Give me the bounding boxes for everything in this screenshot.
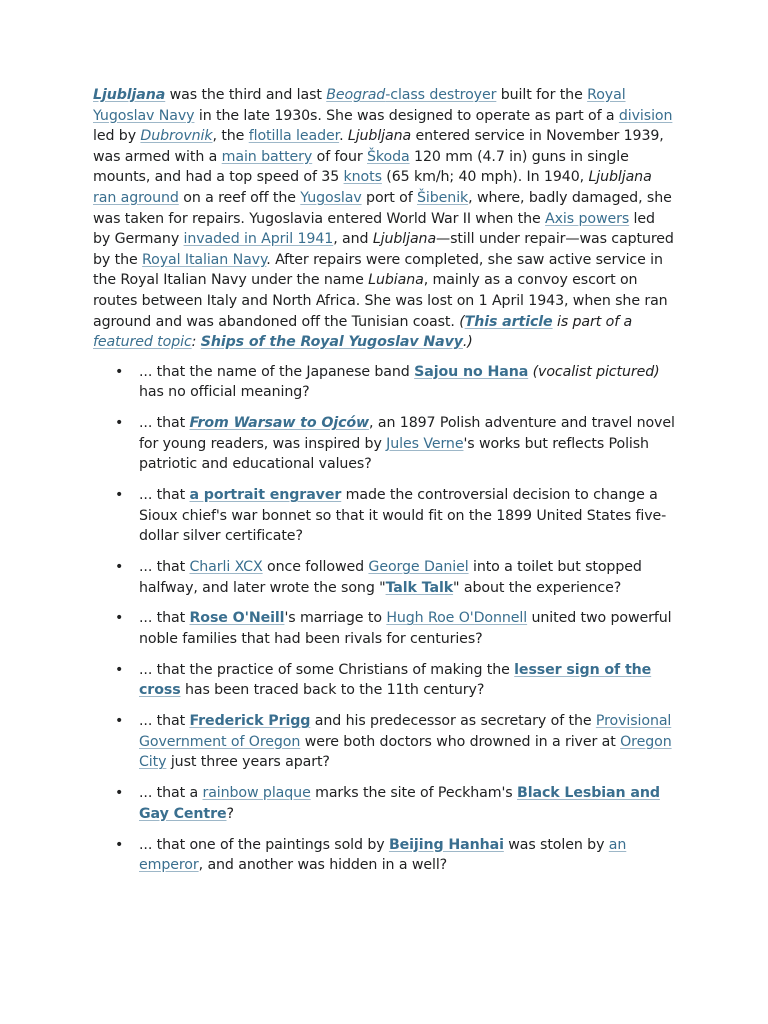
text: port of bbox=[361, 189, 418, 206]
beijing-hanhai-link[interactable]: Beijing Hanhai bbox=[388, 836, 504, 853]
text: made the controversial decision to change a Sioux chief's war bonnet so that it would fit on the 1899 United States five-dollar silver certificate? bbox=[139, 487, 667, 545]
oregon-city-link[interactable]: Oregon City bbox=[139, 733, 672, 771]
text: entered service in November 1939, was armed with a bbox=[93, 128, 664, 165]
text: marks the site of Peckham's bbox=[310, 785, 517, 802]
class-name-italic: Beograd bbox=[326, 87, 386, 103]
list-item bbox=[139, 557, 675, 598]
text: ... that bbox=[139, 487, 190, 504]
knots-link[interactable]: knots bbox=[343, 169, 382, 186]
class-suffix: -class destroyer bbox=[385, 87, 497, 103]
text: , and bbox=[333, 231, 373, 248]
text: ... that a bbox=[139, 785, 203, 802]
text: was stolen by bbox=[503, 836, 609, 853]
text: , an 1897 Polish adventure and travel novel for young readers, was inspired by bbox=[139, 415, 675, 452]
yugoslav-link[interactable]: Yugoslav bbox=[300, 189, 362, 206]
destroyer-class-link[interactable] bbox=[326, 87, 496, 103]
invasion-link[interactable]: invaded in April 1941 bbox=[183, 231, 334, 248]
text: . After repairs were completed, she saw active service in the Royal Italian Navy under the name bbox=[93, 251, 663, 289]
text: has no official meaning? bbox=[139, 384, 310, 401]
text: 120 mm (4.7 in) guns in single mounts, and had a top speed of 35 bbox=[93, 148, 629, 186]
ships-topic-link[interactable]: Ships of the Royal Yugoslav Navy bbox=[200, 334, 463, 351]
sajou-no-hana-link[interactable]: Sajou no Hana bbox=[414, 363, 529, 380]
text: : bbox=[191, 334, 201, 351]
this-article-link[interactable]: This article bbox=[464, 313, 553, 330]
text: is part of a bbox=[552, 313, 633, 330]
skoda-link[interactable]: Škoda bbox=[367, 148, 410, 165]
text: ... that the practice of some Christians of making the bbox=[139, 661, 515, 678]
featured-topic-link[interactable]: featured topic bbox=[93, 334, 192, 351]
ran-aground-link[interactable]: ran aground bbox=[93, 189, 179, 206]
pictured-note: (vocalist pictured) bbox=[532, 363, 660, 380]
text: ? bbox=[226, 805, 234, 822]
paren-close: .) bbox=[462, 334, 473, 351]
charli-xcx-link[interactable]: Charli XCX bbox=[189, 559, 263, 576]
ship-name: Ljubljana bbox=[347, 128, 412, 145]
division-link[interactable]: division bbox=[618, 107, 673, 124]
main-battery-link[interactable]: main battery bbox=[221, 148, 313, 165]
royal-yugoslav-navy-link[interactable]: Royal Yugoslav Navy bbox=[93, 87, 626, 124]
sibenik-link[interactable]: Šibenik bbox=[417, 189, 469, 206]
text: (65 km/h; 40 mph). In 1940, bbox=[381, 169, 589, 186]
text: was the third and last bbox=[165, 87, 327, 103]
featured-article-title-link[interactable]: Ljubljana bbox=[93, 87, 166, 103]
rainbow-plaque-link[interactable]: rainbow plaque bbox=[202, 785, 311, 802]
text: ... that bbox=[139, 415, 190, 432]
text: ... that bbox=[139, 610, 190, 627]
rose-oneill-link[interactable]: Rose O'Neill bbox=[189, 610, 285, 627]
text: built for the bbox=[496, 87, 588, 103]
jules-verne-link[interactable]: Jules Verne bbox=[386, 435, 464, 452]
list-item bbox=[139, 711, 675, 773]
black-lesbian-and-gay-centre-link[interactable]: Black Lesbian and Gay Centre bbox=[139, 785, 660, 822]
list-item bbox=[139, 660, 675, 701]
text: united two powerful noble families that had been rivals for centuries? bbox=[139, 610, 672, 647]
text: , where, badly damaged, she was taken for repairs. Yugoslavia entered World War II when the bbox=[93, 189, 672, 227]
an-emperor-link[interactable]: an emperor bbox=[139, 836, 627, 874]
list-item bbox=[139, 608, 675, 649]
text: ... that one of the paintings sold by bbox=[139, 836, 389, 853]
text: ... that the name of the Japanese band bbox=[139, 363, 415, 380]
flotilla-leader-link[interactable]: flotilla leader bbox=[248, 128, 340, 145]
axis-powers-link[interactable]: Axis powers bbox=[545, 210, 630, 227]
list-item bbox=[139, 783, 675, 824]
list-item bbox=[139, 413, 675, 475]
text: once followed bbox=[262, 559, 369, 576]
ship-italian-name: Lubiana bbox=[368, 272, 424, 289]
list-item bbox=[139, 835, 675, 876]
from-warsaw-to-ojcow-link[interactable]: From Warsaw to Ojców bbox=[189, 415, 370, 432]
text: . bbox=[339, 128, 348, 145]
ship-name: Ljubljana bbox=[372, 231, 437, 248]
hugh-roe-odonnell-link[interactable]: Hugh Roe O'Donnell bbox=[386, 610, 528, 627]
featured-article-section bbox=[93, 85, 675, 353]
dubrovnik-link[interactable]: Dubrovnik bbox=[140, 128, 213, 145]
talk-talk-link[interactable]: Talk Talk bbox=[385, 579, 454, 596]
text: just three years apart? bbox=[166, 754, 330, 771]
text: , and another was hidden in a well? bbox=[198, 857, 448, 874]
text: ... that bbox=[139, 713, 190, 730]
royal-italian-navy-link[interactable]: Royal Italian Navy bbox=[142, 251, 267, 268]
did-you-know-list bbox=[93, 362, 675, 876]
text: , mainly as a convoy escort on routes between Italy and North Africa. She was lost on 1 April 1943, when she ran aground and was abandoned off the Tunisian coast. bbox=[93, 272, 668, 330]
text: —still under repair—was captured by the bbox=[93, 231, 674, 268]
text: in the late 1930s. She was designed to operate as part of a bbox=[194, 107, 619, 124]
george-daniel-link[interactable]: George Daniel bbox=[368, 559, 469, 576]
text: led by bbox=[93, 128, 141, 145]
list-item bbox=[139, 485, 675, 547]
text: were both doctors who drowned in a river at bbox=[300, 733, 621, 750]
lesser-sign-of-the-cross-link[interactable]: lesser sign of the cross bbox=[139, 661, 652, 699]
featured-article-text bbox=[93, 85, 675, 353]
text: ... that bbox=[139, 559, 190, 576]
frederick-prigg-link[interactable]: Frederick Prigg bbox=[189, 713, 311, 730]
provisional-government-of-oregon-link[interactable]: Provisional Government of Oregon bbox=[139, 713, 672, 750]
text: of four bbox=[312, 148, 368, 165]
main-content bbox=[93, 85, 675, 886]
text: 's works but reflects Polish patriotic and educational values? bbox=[139, 435, 649, 473]
text: on a reef off the bbox=[178, 189, 301, 206]
portrait-engraver-link[interactable]: a portrait engraver bbox=[189, 487, 342, 504]
list-item bbox=[139, 362, 675, 403]
text: led by Germany bbox=[93, 210, 655, 248]
text: 's marriage to bbox=[284, 610, 387, 627]
text: into a toilet but stopped halfway, and later wrote the song " bbox=[139, 559, 642, 596]
paren-open: ( bbox=[459, 313, 465, 330]
text: " about the experience? bbox=[453, 579, 622, 596]
text: and his predecessor as secretary of the bbox=[310, 713, 596, 730]
text: has been traced back to the 11th century? bbox=[180, 682, 485, 699]
text: , the bbox=[212, 128, 249, 145]
ship-name: Ljubljana bbox=[588, 169, 652, 186]
